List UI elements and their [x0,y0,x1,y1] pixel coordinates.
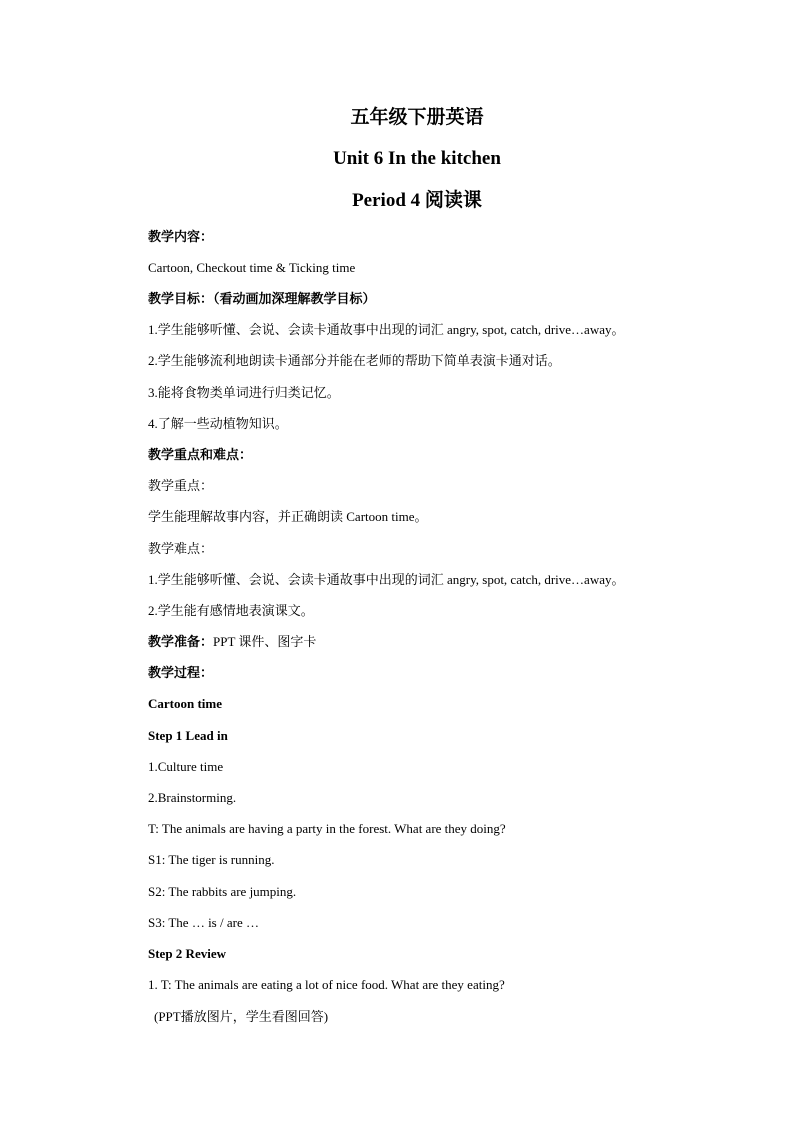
step1-item: S2: The rabbits are jumping. [148,884,297,899]
key-label: 教学重点： [148,478,214,493]
step1-item: 1.Culture time [148,759,224,774]
objective-item: 1.学生能够听懂、会说、会读卡通故事中出现的词汇 angry, spot, catch, drive…away。 [148,322,625,337]
preparation-line [148,633,316,651]
keypoints-heading: 教学重点和难点： [148,447,253,462]
cartoon-heading: Cartoon time [148,696,223,711]
unit-title: Unit 6 In the kitchen [333,148,501,169]
process-heading: 教学过程： [148,665,214,680]
difficult-label: 教学难点： [148,541,214,556]
step1-heading: Step 1 Lead in [148,728,228,743]
step2-heading: Step 2 Review [148,946,226,961]
grade-title: 五年级下册英语 [350,107,484,128]
step1-item: T: The animals are having a party in the forest. What are they doing? [148,821,506,836]
difficult-item: 1.学生能够听懂、会说、会读卡通故事中出现的词汇 angry, spot, catch, drive…away。 [148,572,625,587]
step1-item: S3: The … is / are … [148,915,259,930]
content-text: Cartoon, Checkout time & Ticking time [148,260,356,275]
key-text: 学生能理解故事内容，并正确朗读 Cartoon time。 [148,509,428,524]
difficult-item: 2.学生能有感情地表演课文。 [148,603,314,618]
preparation-text: PPT 课件、图字卡 [213,634,317,649]
step1-item: S1: The tiger is running. [148,852,275,867]
content-heading: 教学内容： [148,229,214,244]
step2-item: (PPT播放图片，学生看图回答) [154,1009,329,1024]
objective-item: 4.了解一些动植物知识。 [148,416,288,431]
objective-item: 2.学生能够流利地朗读卡通部分并能在老师的帮助下简单表演卡通对话。 [148,353,561,368]
step2-item: 1. T: The animals are eating a lot of nice food. What are they eating? [148,977,505,992]
objective-item: 3.能将食物类单词进行归类记忆。 [148,385,340,400]
period-title: Period 4 阅读课 [352,190,482,211]
preparation-heading: 教学准备： [148,634,214,649]
step1-item: 2.Brainstorming. [148,790,237,805]
objectives-heading: 教学目标：（看动画加深理解教学目标） [148,291,376,306]
